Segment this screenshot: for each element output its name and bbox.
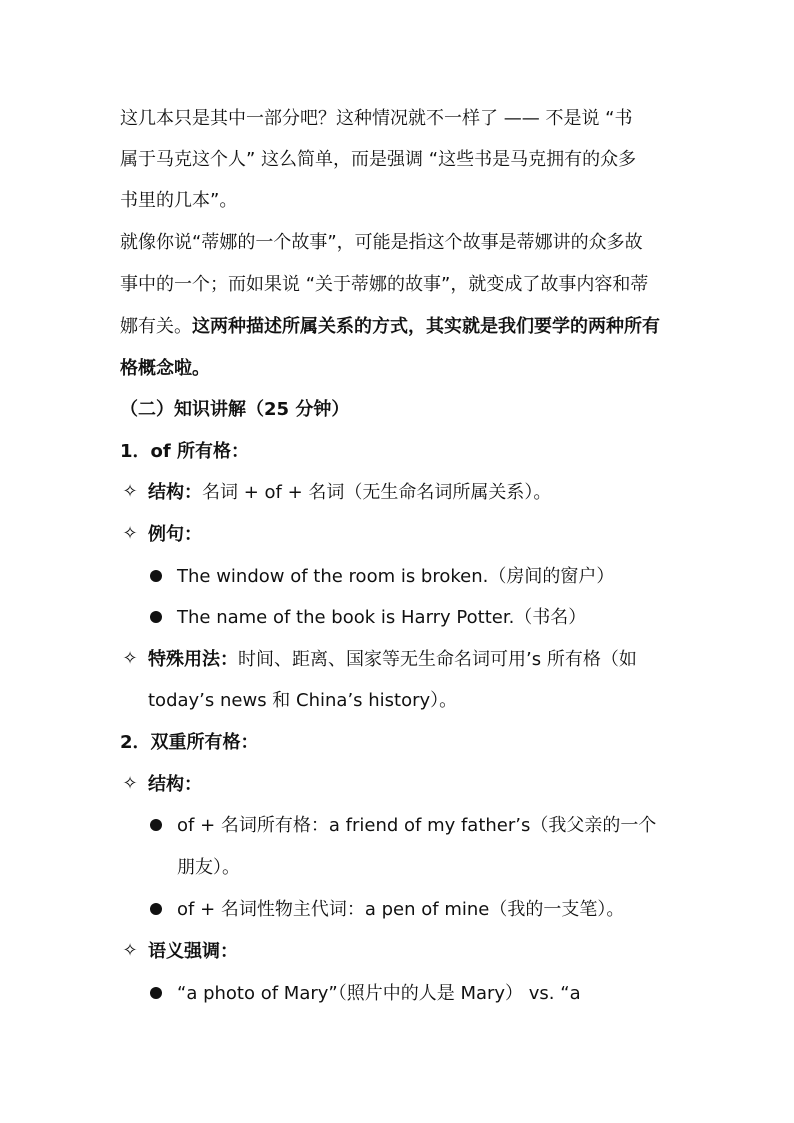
example-item: The name of the book is Harry Potter.（书名） — [177, 607, 587, 628]
paragraph-line: 书里的几本”。 — [120, 190, 238, 211]
diamond-icon: ✧ — [122, 648, 138, 669]
paragraph-line: 属于马克这个人” 这么简单，而是强调 “这些书是马克拥有的众多 — [120, 149, 637, 170]
paragraph-line: 就像你说“蒂娜的一个故事”，可能是指这个故事是蒂娜讲的众多故 — [120, 232, 643, 253]
emphasis-text: 格概念啦。 — [120, 358, 210, 379]
section1-title: 1．of 所有格： — [120, 441, 249, 462]
section-heading: （二）知识讲解（25 分钟） — [120, 399, 350, 420]
example-label: 例句： — [148, 524, 202, 545]
bullet-icon — [150, 819, 162, 831]
bullet-icon — [150, 570, 162, 582]
structure-item: of + 名词性物主代词：a pen of mine（我的一支笔）。 — [177, 899, 625, 920]
bullet-icon — [150, 611, 162, 623]
semantic-label: 语义强调： — [148, 941, 238, 962]
structure-label: 结构： — [148, 482, 202, 503]
bullet-icon — [150, 987, 162, 999]
semantic-item: “a photo of Mary”（照片中的人是 Mary） vs. “a — [177, 983, 581, 1004]
diamond-icon: ✧ — [122, 523, 138, 544]
paragraph-line — [120, 315, 660, 339]
example-item: The window of the room is broken.（房间的窗户） — [177, 566, 615, 587]
paragraph-line: 这几本只是其中一部分吧？这种情况就不一样了 —— 不是说 “书 — [120, 108, 633, 129]
section2-title: 2．双重所有格： — [120, 732, 259, 753]
structure-line — [148, 481, 551, 505]
special-text: 时间、距离、国家等无生命名词可用’s 所有格（如 — [238, 649, 637, 670]
emphasis-text: 这两种描述所属关系的方式，其实就是我们要学的两种所有 — [192, 316, 660, 337]
structure-item: of + 名词所有格：a friend of my father’s（我父亲的一个 — [177, 815, 657, 836]
special-usage-line — [148, 648, 637, 672]
diamond-icon: ✧ — [122, 773, 138, 794]
special-usage-line: today’s news 和 China’s history）。 — [148, 690, 458, 711]
structure-item: 朋友）。 — [177, 857, 240, 878]
special-label: 特殊用法： — [148, 649, 238, 670]
diamond-icon: ✧ — [122, 481, 138, 502]
plain-text: 娜有关。 — [120, 316, 192, 337]
structure-label: 结构： — [148, 774, 202, 795]
paragraph-line: 事中的一个；而如果说 “关于蒂娜的故事”，就变成了故事内容和蒂 — [120, 274, 649, 295]
diamond-icon: ✧ — [122, 940, 138, 961]
bullet-icon — [150, 903, 162, 915]
structure-text: 名词 + of + 名词（无生命名词所属关系）。 — [202, 482, 552, 503]
